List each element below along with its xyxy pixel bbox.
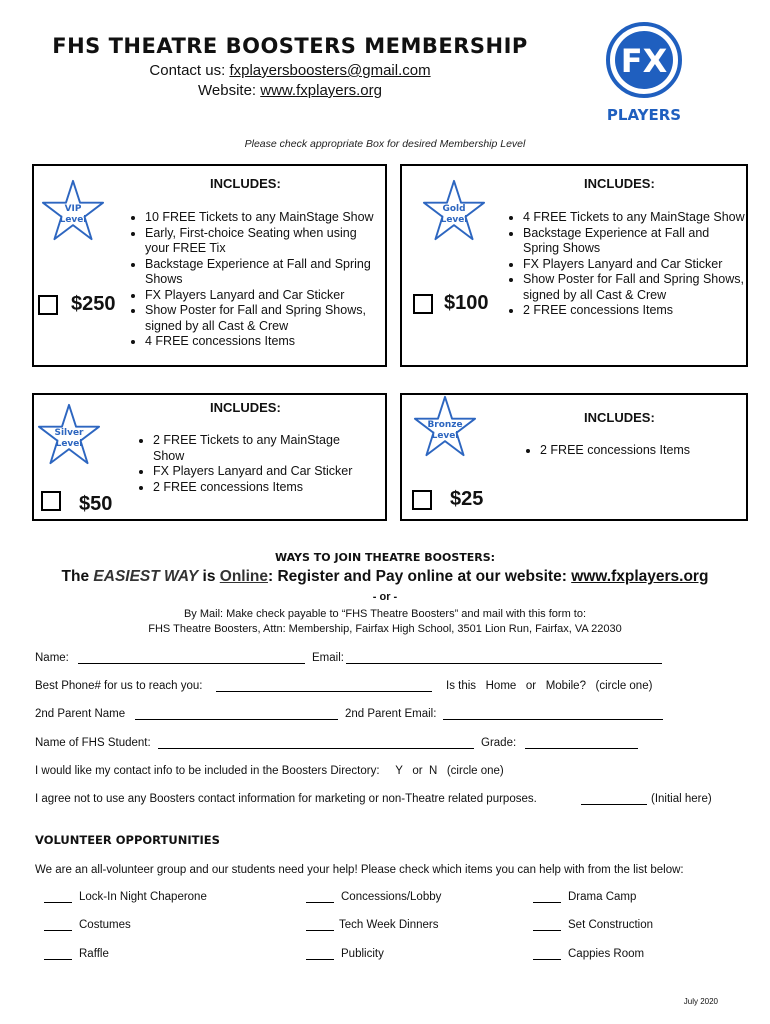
website-line <box>0 82 580 99</box>
silver-includes-heading: INCLUDES: <box>210 400 281 415</box>
star-icon <box>413 395 477 459</box>
list-item: • Show Poster for Fall and Spring Shows, signed by all Cast & Crew <box>523 272 748 303</box>
volunteer-item: Publicity <box>341 948 384 960</box>
list-item: • Backstage Experience at Fall and Spring Shows <box>145 257 375 288</box>
volunteer-heading: VOLUNTEER OPPORTUNITIES <box>35 833 220 847</box>
volunteer-blank[interactable] <box>44 959 72 960</box>
silver-star-line1: Silver <box>54 428 84 438</box>
student-name-field[interactable] <box>158 748 474 749</box>
phone-type-prompt: Is this Home or Mobile? (circle one) <box>446 680 653 692</box>
logo-word: PLAYERS <box>606 106 682 124</box>
volunteer-blank[interactable] <box>533 959 561 960</box>
volunteer-item: Tech Week Dinners <box>339 919 439 931</box>
star-icon <box>422 179 486 243</box>
website-link[interactable]: www.fxplayers.org <box>260 82 382 99</box>
easiest-text: The <box>61 568 94 585</box>
agreement-text: I agree not to use any Boosters contact information for marketing or non-Theatre related purposes. <box>35 793 537 805</box>
volunteer-blank[interactable] <box>306 930 334 931</box>
bronze-star-line2: Level <box>431 430 459 441</box>
bronze-star-line1: Bronze <box>427 420 463 430</box>
parent2-email-field[interactable] <box>443 719 663 720</box>
easiest-text: is <box>198 568 220 585</box>
list-item: • Early, First-choice Seating when using your FREE Tix <box>145 226 375 257</box>
silver-benefits-list <box>137 433 373 495</box>
gold-benefits-list <box>507 210 748 319</box>
parent2-name-field[interactable] <box>135 719 338 720</box>
online-link[interactable]: Online <box>219 568 268 585</box>
fx-players-logo <box>597 20 691 126</box>
volunteer-item: Drama Camp <box>568 891 637 903</box>
page-title: FHS THEATRE BOOSTERS MEMBERSHIP <box>52 34 528 58</box>
volunteer-item: Costumes <box>79 919 131 931</box>
volunteer-blank[interactable] <box>306 959 334 960</box>
or-divider: - or - <box>372 591 398 603</box>
volunteer-item: Concessions/Lobby <box>341 891 442 903</box>
initial-field[interactable] <box>581 804 647 805</box>
silver-price: $50 <box>79 493 113 515</box>
vip-includes-heading: INCLUDES: <box>210 176 281 191</box>
bronze-includes-heading: INCLUDES: <box>584 410 655 425</box>
grade-label: Grade: <box>481 737 517 749</box>
name-label: Name: <box>35 652 69 664</box>
website-label: Website: <box>198 82 261 99</box>
bronze-price: $25 <box>450 488 484 510</box>
list-item: • 4 FREE concessions Items <box>145 334 375 350</box>
volunteer-item: Set Construction <box>568 919 654 931</box>
volunteer-blank[interactable] <box>44 902 72 903</box>
list-item: • 2 FREE concessions Items <box>153 480 373 496</box>
contact-email-link[interactable]: fxplayersboosters@gmail.com <box>229 62 431 79</box>
mail-instructions: By Mail: Make check payable to “FHS Theatre Boosters” and mail with this form to: <box>183 608 587 620</box>
vip-star-line2: Level <box>59 214 87 225</box>
easiest-way-line <box>0 568 770 586</box>
register-website-link[interactable]: www.fxplayers.org <box>571 568 709 585</box>
logo-initials: FX <box>620 42 668 80</box>
initial-label: (Initial here) <box>651 793 712 805</box>
list-item: • 4 FREE Tickets to any MainStage Show <box>523 210 748 226</box>
volunteer-intro: We are an all-volunteer group and our students need your help! Please check which items you can help with from the list below: <box>35 864 684 876</box>
volunteer-item: Raffle <box>79 948 109 960</box>
list-item: • FX Players Lanyard and Car Sticker <box>523 257 748 273</box>
email-field[interactable] <box>346 663 662 664</box>
gold-star-line2: Level <box>440 214 468 225</box>
grade-field[interactable] <box>525 748 638 749</box>
gold-tier-box <box>400 164 748 367</box>
footer-date: July 2020 <box>683 997 718 1006</box>
name-field[interactable] <box>78 663 305 664</box>
star-icon <box>41 179 105 243</box>
email-label: Email: <box>312 652 344 664</box>
list-item: • Show Poster for Fall and Spring Shows, signed by all Cast & Crew <box>145 303 375 334</box>
directory-consent: I would like my contact info to be included in the Boosters Directory: Y or N (circle one) <box>35 765 504 777</box>
volunteer-blank[interactable] <box>533 902 561 903</box>
mail-address: FHS Theatre Boosters, Attn: Membership, Fairfax High School, 3501 Lion Run, Fairfax, VA 22030 <box>148 623 622 635</box>
easiest-text: : Register and Pay online at our website: <box>268 568 572 585</box>
instructions: Please check appropriate Box for desired Membership Level <box>244 138 526 150</box>
volunteer-blank[interactable] <box>306 902 334 903</box>
bronze-benefits-list <box>524 443 750 459</box>
parent2-email-label: 2nd Parent Email: <box>345 708 437 720</box>
volunteer-item: Cappies Room <box>568 948 645 960</box>
star-icon <box>37 403 101 467</box>
bronze-tier-box <box>400 393 748 521</box>
volunteer-blank[interactable] <box>533 930 561 931</box>
list-item: • 2 FREE concessions Items <box>523 303 748 319</box>
phone-label: Best Phone# for us to reach you: <box>35 680 203 692</box>
gold-checkbox[interactable] <box>413 294 433 314</box>
vip-star-line1: VIP <box>64 204 82 214</box>
vip-tier-box <box>32 164 387 367</box>
volunteer-item: Lock-In Night Chaperone <box>79 891 207 903</box>
contact-label: Contact us: <box>149 62 230 79</box>
list-item: • FX Players Lanyard and Car Sticker <box>153 464 373 480</box>
list-item: • 2 FREE concessions Items <box>540 443 750 459</box>
student-name-label: Name of FHS Student: <box>35 737 151 749</box>
list-item: • 10 FREE Tickets to any MainStage Show <box>145 210 375 226</box>
list-item: • Backstage Experience at Fall and Spring Shows <box>523 226 748 257</box>
vip-benefits-list <box>129 210 375 350</box>
list-item: • 2 FREE Tickets to any MainStage Show <box>153 433 373 464</box>
silver-tier-box <box>32 393 387 521</box>
vip-price: $250 <box>71 293 116 315</box>
silver-star-line2: Level <box>55 438 83 449</box>
phone-field[interactable] <box>216 691 432 692</box>
gold-includes-heading: INCLUDES: <box>584 176 655 191</box>
volunteer-blank[interactable] <box>44 930 72 931</box>
list-item: • FX Players Lanyard and Car Sticker <box>145 288 375 304</box>
contact-line <box>0 62 580 79</box>
bronze-checkbox[interactable] <box>412 490 432 510</box>
easiest-emphasis: EASIEST WAY <box>93 568 199 585</box>
silver-checkbox[interactable] <box>41 491 61 511</box>
vip-checkbox[interactable] <box>38 295 58 315</box>
gold-price: $100 <box>444 292 489 314</box>
parent2-name-label: 2nd Parent Name <box>35 708 126 720</box>
gold-star-line1: Gold <box>442 204 466 214</box>
ways-to-join-heading: WAYS TO JOIN THEATRE BOOSTERS: <box>274 551 496 564</box>
